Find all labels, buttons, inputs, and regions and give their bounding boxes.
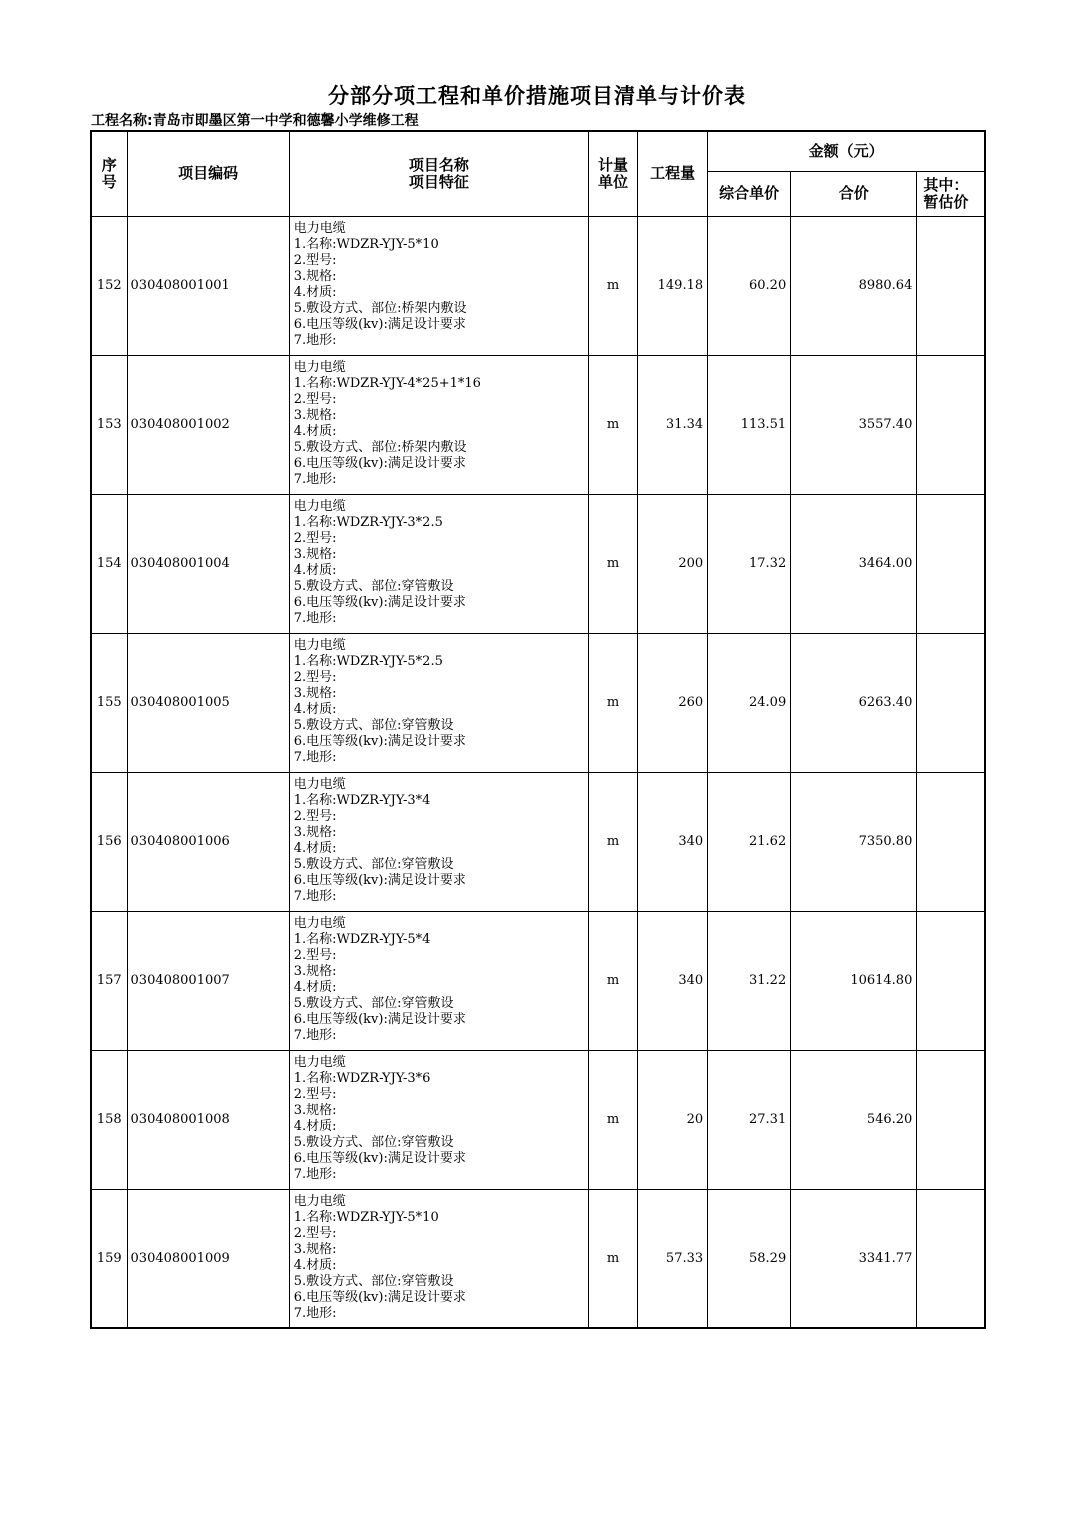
table-row [91, 494, 985, 633]
row-code: 030408001002 [127, 355, 289, 494]
description-line: 5.敷设方式、部位:穿管敷设 [293, 578, 454, 594]
row-seq: 153 [91, 355, 127, 494]
description-line: 2.型号: [293, 669, 337, 685]
description-line: 2.型号: [293, 391, 337, 407]
row-unit-price: 17.32 [708, 494, 791, 633]
description-line: 5.敷设方式、部位:桥架内敷设 [293, 439, 467, 455]
description-line: 7.地形: [293, 1305, 337, 1321]
table-row [91, 911, 985, 1050]
row-provisional [917, 1050, 985, 1189]
description-line: 3.规格: [293, 407, 337, 423]
description-line: 电力电缆 [293, 776, 346, 792]
description-line: 电力电缆 [293, 220, 346, 236]
row-code: 030408001005 [127, 633, 289, 772]
row-seq: 155 [91, 633, 127, 772]
row-unit: m [589, 633, 638, 772]
description-line: 6.电压等级(kv):满足设计要求 [293, 455, 466, 471]
row-code: 030408001006 [127, 772, 289, 911]
header-row-1 [91, 131, 985, 171]
description-line: 4.材质: [293, 840, 337, 856]
row-provisional [917, 911, 985, 1050]
description-line: 1.名称:WDZR-YJY-3*4 [293, 792, 431, 808]
row-seq: 154 [91, 494, 127, 633]
header-seq: 序号 [91, 131, 127, 216]
description-line: 1.名称:WDZR-YJY-3*6 [293, 1070, 431, 1086]
row-total: 10614.80 [791, 911, 917, 1050]
description-line: 1.名称:WDZR-YJY-3*2.5 [293, 514, 443, 530]
row-quantity: 149.18 [638, 216, 708, 355]
row-seq: 157 [91, 911, 127, 1050]
description-line: 电力电缆 [293, 359, 346, 375]
description-line: 7.地形: [293, 471, 337, 487]
row-quantity: 340 [638, 772, 708, 911]
description-line: 5.敷设方式、部位:穿管敷设 [293, 717, 454, 733]
row-provisional [917, 633, 985, 772]
description-line: 3.规格: [293, 685, 337, 701]
row-unit-price: 58.29 [708, 1189, 791, 1328]
row-description [289, 1189, 588, 1328]
row-description [289, 1050, 588, 1189]
table-row [91, 772, 985, 911]
description-line: 5.敷设方式、部位:桥架内敷设 [293, 300, 467, 316]
row-unit: m [589, 355, 638, 494]
row-unit: m [589, 772, 638, 911]
description-line: 1.名称:WDZR-YJY-4*25+1*16 [293, 375, 481, 391]
row-quantity: 57.33 [638, 1189, 708, 1328]
row-quantity: 340 [638, 911, 708, 1050]
description-line: 2.型号: [293, 530, 337, 546]
row-code: 030408001009 [127, 1189, 289, 1328]
description-line: 7.地形: [293, 749, 337, 765]
row-seq: 156 [91, 772, 127, 911]
description-line: 2.型号: [293, 947, 337, 963]
row-unit: m [589, 1189, 638, 1328]
description-line: 电力电缆 [293, 1054, 346, 1070]
description-line: 电力电缆 [293, 1193, 346, 1209]
header-code: 项目编码 [127, 131, 289, 216]
description-line: 6.电压等级(kv):满足设计要求 [293, 594, 466, 610]
header-unit-price: 综合单价 [708, 171, 791, 216]
description-line: 2.型号: [293, 808, 337, 824]
description-line: 3.规格: [293, 963, 337, 979]
description-line: 5.敷设方式、部位:穿管敷设 [293, 995, 454, 1011]
description-line: 3.规格: [293, 1102, 337, 1118]
description-line: 2.型号: [293, 1225, 337, 1241]
header-quantity: 工程量 [638, 131, 708, 216]
row-provisional [917, 355, 985, 494]
row-quantity: 200 [638, 494, 708, 633]
table-row [91, 355, 985, 494]
description-line: 电力电缆 [293, 637, 346, 653]
table-row [91, 1189, 985, 1328]
row-unit: m [589, 216, 638, 355]
row-quantity: 31.34 [638, 355, 708, 494]
row-quantity: 260 [638, 633, 708, 772]
row-unit: m [589, 494, 638, 633]
row-total: 3341.77 [791, 1189, 917, 1328]
row-unit-price: 113.51 [708, 355, 791, 494]
row-description [289, 911, 588, 1050]
description-line: 7.地形: [293, 610, 337, 626]
description-line: 2.型号: [293, 252, 337, 268]
description-line: 6.电压等级(kv):满足设计要求 [293, 872, 466, 888]
row-unit-price: 27.31 [708, 1050, 791, 1189]
row-code: 030408001008 [127, 1050, 289, 1189]
description-line: 4.材质: [293, 701, 337, 717]
description-line: 5.敷设方式、部位:穿管敷设 [293, 1273, 454, 1289]
row-total: 3464.00 [791, 494, 917, 633]
row-total: 546.20 [791, 1050, 917, 1189]
description-line: 6.电压等级(kv):满足设计要求 [293, 1150, 466, 1166]
description-line: 7.地形: [293, 332, 337, 348]
description-line: 3.规格: [293, 546, 337, 562]
row-unit: m [589, 1050, 638, 1189]
description-line: 1.名称:WDZR-YJY-5*10 [293, 236, 439, 252]
header-total: 合价 [791, 171, 917, 216]
description-line: 3.规格: [293, 1241, 337, 1257]
row-code: 030408001001 [127, 216, 289, 355]
row-total: 8980.64 [791, 216, 917, 355]
table-row [91, 216, 985, 355]
row-seq: 158 [91, 1050, 127, 1189]
table-row [91, 1050, 985, 1189]
row-code: 030408001007 [127, 911, 289, 1050]
header-amount: 金额（元） [708, 131, 985, 171]
row-description [289, 494, 588, 633]
row-unit-price: 21.62 [708, 772, 791, 911]
description-line: 6.电压等级(kv):满足设计要求 [293, 316, 466, 332]
row-quantity: 20 [638, 1050, 708, 1189]
description-line: 4.材质: [293, 1257, 337, 1273]
description-line: 4.材质: [293, 1118, 337, 1134]
row-unit: m [589, 911, 638, 1050]
description-line: 3.规格: [293, 268, 337, 284]
row-unit-price: 31.22 [708, 911, 791, 1050]
description-line: 4.材质: [293, 284, 337, 300]
row-total: 6263.40 [791, 633, 917, 772]
header-provisional: 其中： 暂估价 [917, 171, 985, 216]
row-description [289, 772, 588, 911]
description-line: 7.地形: [293, 1027, 337, 1043]
project-name: 工程名称:青岛市即墨区第一中学和德馨小学维修工程 [91, 113, 419, 129]
description-line: 6.电压等级(kv):满足设计要求 [293, 1289, 466, 1305]
description-line: 3.规格: [293, 824, 337, 840]
description-line: 电力电缆 [293, 498, 346, 514]
row-description [289, 633, 588, 772]
description-line: 6.电压等级(kv):满足设计要求 [293, 1011, 466, 1027]
header-name: 项目名称 项目特征 [289, 131, 588, 216]
description-line: 7.地形: [293, 888, 337, 904]
description-line: 2.型号: [293, 1086, 337, 1102]
pricing-table [90, 130, 986, 1329]
description-line: 1.名称:WDZR-YJY-5*10 [293, 1209, 439, 1225]
description-line: 4.材质: [293, 979, 337, 995]
description-line: 4.材质: [293, 562, 337, 578]
description-line: 7.地形: [293, 1166, 337, 1182]
row-provisional [917, 772, 985, 911]
description-line: 6.电压等级(kv):满足设计要求 [293, 733, 466, 749]
page-title: 分部分项工程和单价措施项目清单与计价表 [328, 84, 746, 108]
description-line: 电力电缆 [293, 915, 346, 931]
row-provisional [917, 1189, 985, 1328]
row-unit-price: 60.20 [708, 216, 791, 355]
row-unit-price: 24.09 [708, 633, 791, 772]
table-row [91, 633, 985, 772]
row-total: 7350.80 [791, 772, 917, 911]
row-description [289, 216, 588, 355]
row-description [289, 355, 588, 494]
description-line: 5.敷设方式、部位:穿管敷设 [293, 856, 454, 872]
row-code: 030408001004 [127, 494, 289, 633]
description-line: 1.名称:WDZR-YJY-5*4 [293, 931, 431, 947]
description-line: 5.敷设方式、部位:穿管敷设 [293, 1134, 454, 1150]
row-provisional [917, 494, 985, 633]
row-seq: 152 [91, 216, 127, 355]
description-line: 1.名称:WDZR-YJY-5*2.5 [293, 653, 443, 669]
header-unit: 计量单位 [589, 131, 638, 216]
row-seq: 159 [91, 1189, 127, 1328]
row-provisional [917, 216, 985, 355]
row-total: 3557.40 [791, 355, 917, 494]
description-line: 4.材质: [293, 423, 337, 439]
